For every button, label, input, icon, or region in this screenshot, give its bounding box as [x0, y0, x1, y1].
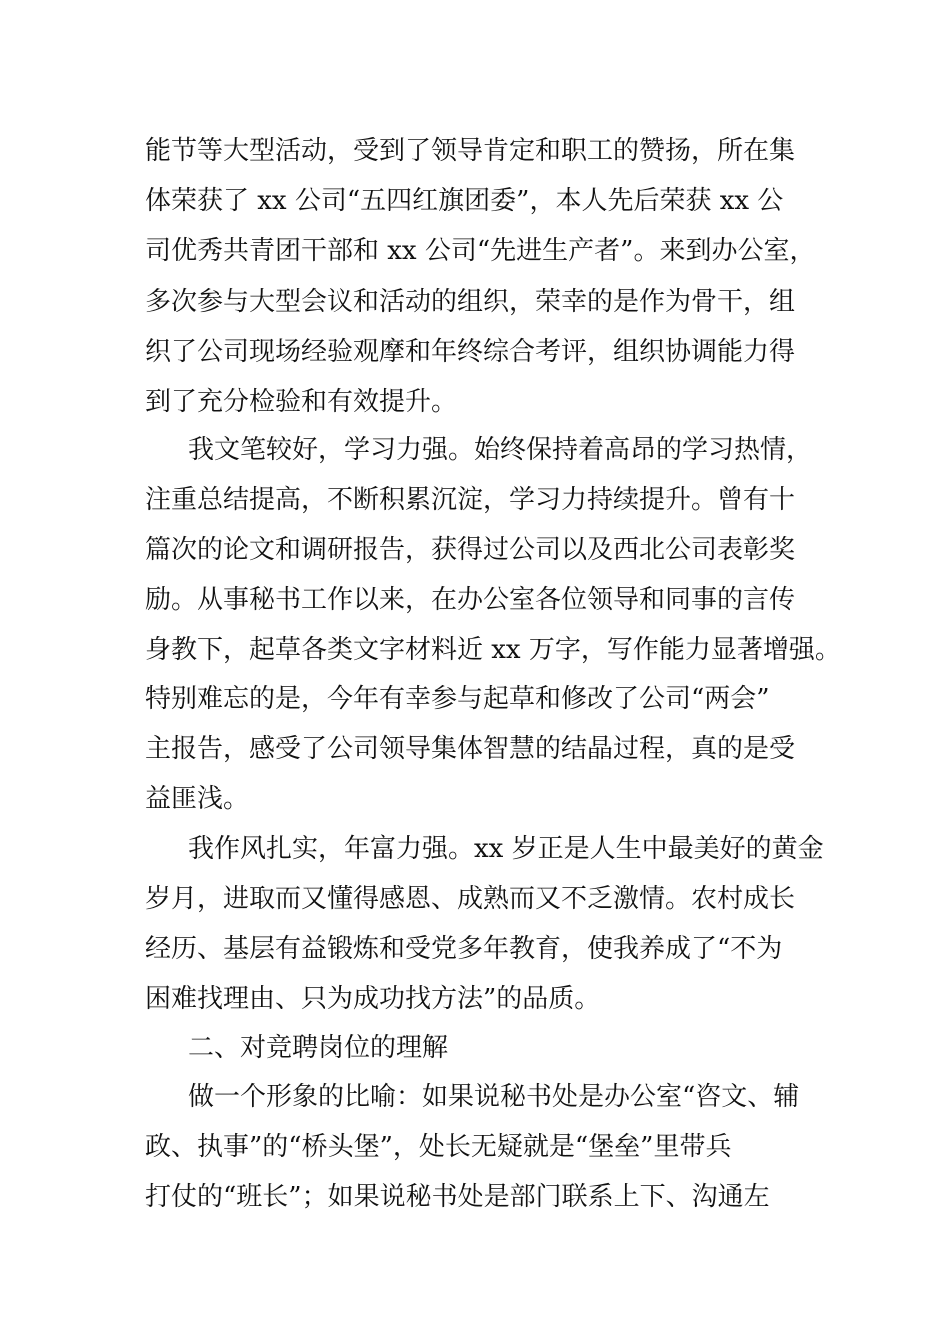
- text-line: 到了充分检验和有效提升。: [145, 387, 458, 417]
- text-line: 困难找理由、只为成功找方法”的品质。: [145, 984, 601, 1014]
- text-line: 励。从事秘书工作以来，在办公室各位领导和同事的言传: [145, 585, 796, 615]
- section-heading: 二、对竞聘岗位的理解: [188, 1033, 449, 1063]
- text-line: 多次参与大型会议和活动的组织，荣幸的是作为骨干，组: [145, 287, 796, 317]
- text-line: 注重总结提高，不断积累沉淀，学习力持续提升。曾有十: [145, 485, 796, 515]
- text-line: 政、执事”的“桥头堡”，处长无疑就是“堡垒”里带兵: [145, 1132, 732, 1162]
- paragraph-start-line: 我作风扎实，年富力强。xx 岁正是人生中最美好的黄金: [188, 834, 824, 864]
- text-line: 岁月，进取而又懂得感恩、成熟而又不乏激情。农村成长: [145, 884, 796, 914]
- text-line: 主报告，感受了公司领导集体智慧的结晶过程，真的是受: [145, 734, 796, 764]
- text-line: 织了公司现场经验观摩和年终综合考评，组织协调能力得: [145, 337, 796, 367]
- text-line: 打仗的“班长”；如果说秘书处是部门联系上下、沟通左: [145, 1182, 770, 1212]
- paragraph-start-line: 我文笔较好，学习力强。始终保持着高昂的学习热情，: [188, 435, 813, 465]
- text-line: 特别难忘的是，今年有幸参与起草和修改了公司“两会”: [145, 684, 770, 714]
- text-line: 身教下，起草各类文字材料近 xx 万字，写作能力显著增强。: [145, 635, 841, 665]
- text-line: 体荣获了 xx 公司“五四红旗团委”，本人先后荣获 xx 公: [145, 186, 784, 216]
- text-line: 篇次的论文和调研报告，获得过公司以及西北公司表彰奖: [145, 535, 796, 565]
- text-line: 能节等大型活动，受到了领导肯定和职工的赞扬，所在集: [145, 136, 796, 166]
- text-line: 经历、基层有益锻炼和受党多年教育，使我养成了“不为: [145, 934, 783, 964]
- paragraph-start-line: 做一个形象的比喻：如果说秘书处是办公室“咨文、辅: [188, 1082, 800, 1112]
- text-line: 益匪浅。: [145, 784, 250, 814]
- text-line: 司优秀共青团干部和 xx 公司“先进生产者”。来到办公室，: [145, 236, 816, 266]
